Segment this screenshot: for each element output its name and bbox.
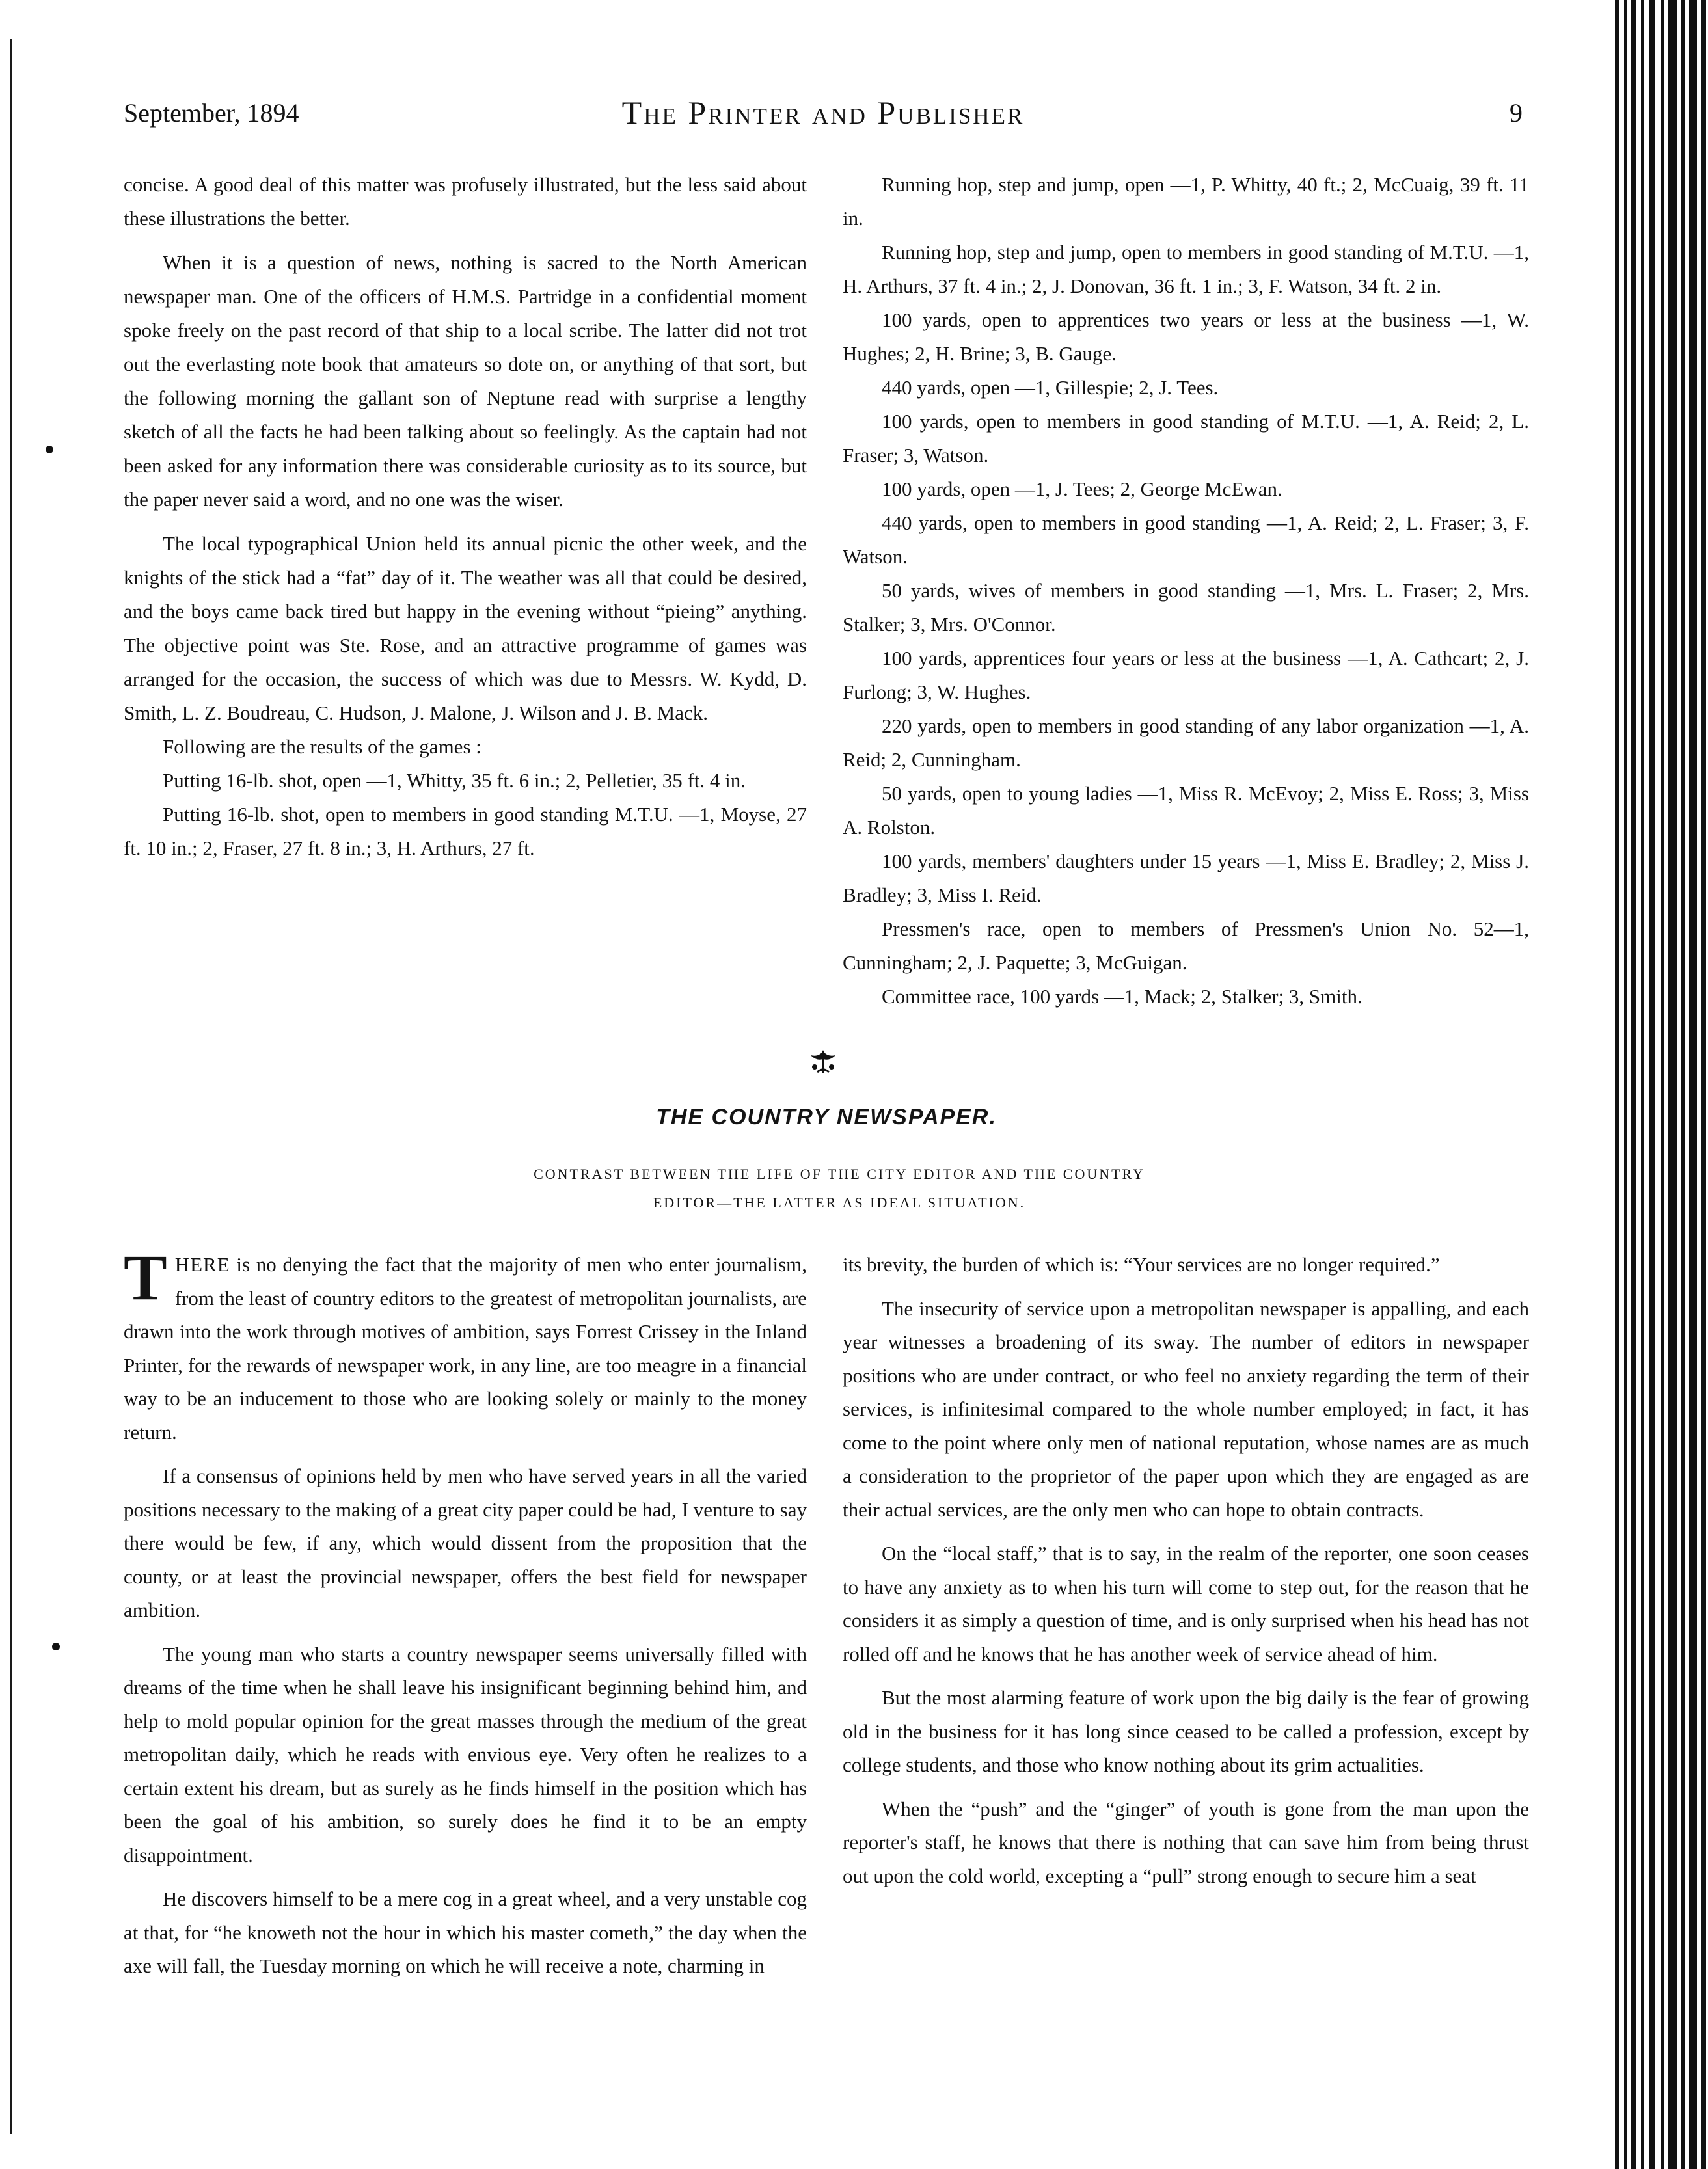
publication-title: The Printer and Publisher bbox=[621, 94, 1025, 131]
paragraph: On the “local staff,” that is to say, in the realm of the reporter, one soon ceases to have any anxiety as to when his turn will come to step out, for the reason that he considers it as simply a question of time, and is only surprised when his head has not rolled off and he knows that he has another week of service ahead of him. bbox=[843, 1542, 1529, 1665]
result-entry: 100 yards, apprentices four years or less at the business —1, A. Cathcart; 2, J. Furlong; 3, W. Hughes. bbox=[843, 647, 1529, 703]
result-entry: 100 yards, open —1, J. Tees; 2, George McEwan. bbox=[882, 478, 1282, 500]
lead-text: is no denying the fact that the majority of men who enter journalism, from the least of country editors to the greatest of metropolitan journalists, are drawn into the work through motives of ambition, says Forrest Crissey in the Inland Printer, for the rewards of newspaper work, in any line, are too meagre in a financial way to be an inducement to those who are looking solely or mainly to the money return. bbox=[124, 1253, 807, 1444]
result-entry: 100 yards, open to apprentices two years or less at the business —1, W. Hughes; 2, H. Brine; 3, B. Gauge. bbox=[843, 308, 1529, 365]
binding-edge bbox=[1614, 0, 1708, 2169]
paragraph: The local typographical Union held its annual picnic the other week, and the knights of the stick had a “fat” day of it. The weather was all that could be desired, and the boys came back tired but happy in the evening without “pieing” anything. The objective point was Ste. Rose, and an attractive programme of games was arranged for the occasion, the success of which was due to Messrs. W. Kydd, D. Smith, L. Z. Boudreau, C. Hudson, J. Malone, J. Wilson and J. B. Mack. bbox=[124, 532, 807, 724]
fleuron-ornament-icon bbox=[807, 1047, 839, 1077]
paragraph: He discovers himself to be a mere cog in a great wheel, and a very unstable cog at that, for “he knoweth not the hour in which his master cometh,” the day when the axe will fall, the Tuesday morning on which he will receive a note, charming in bbox=[124, 1887, 807, 1977]
result-entry: 440 yards, open to members in good standing —1, A. Reid; 2, L. Fraser; 3, F. Watson. bbox=[843, 511, 1529, 568]
paragraph: its brevity, the burden of which is: “Your services are no longer required.” bbox=[843, 1253, 1440, 1276]
ink-speck bbox=[46, 446, 53, 453]
result-entry: 100 yards, members' daughters under 15 years —1, Miss E. Bradley; 2, Miss J. Bradley; 3, Miss I. Reid. bbox=[843, 850, 1529, 906]
result-entry: Running hop, step and jump, open to members in good standing of M.T.U. —1, H. Arthurs, 37 ft. 4 in.; 2, J. Donovan, 36 ft. 1 in.; 3, F. Watson, 34 ft. 2 in. bbox=[843, 241, 1529, 297]
paragraph: But the most alarming feature of work upon the big daily is the fear of growing old in the business for it has long since ceased to be called a profession, except by college students, and those who know nothing about its grim actualities. bbox=[843, 1686, 1529, 1776]
paragraph: Following are the results of the games : bbox=[163, 735, 481, 758]
paragraph: When it is a question of news, nothing is sacred to the North American newspaper man. One of the officers of H.M.S. Partridge in a confidential moment spoke freely on the past record of that ship to a local scribe. The latter did not trot out the everlasting note book that amateurs so dote on, or anything of that sort, but the following morning the gallant son of Neptune read with surprise a lengthy sketch of all the facts he had been talking about so feelingly. As the captain had not been asked for any information there was considerable curiosity as to its source, but the paper never said a word, and no one was the wiser. bbox=[124, 251, 807, 511]
article-right-column bbox=[843, 1248, 1529, 1903]
result-entry: 50 yards, wives of members in good standing —1, Mrs. L. Fraser; 2, Mrs. Stalker; 3, Mrs. O'Connor. bbox=[843, 579, 1529, 636]
article-subhead bbox=[455, 1160, 1223, 1217]
page-number: 9 bbox=[1510, 98, 1523, 128]
subhead-line: EDITOR—THE LATTER AS IDEAL SITUATION. bbox=[653, 1194, 1026, 1211]
paragraph: The young man who starts a country newspaper seems universally filled with dreams of the time when he shall leave his insignificant beginning behind him, and help to mold popular opinion for the great masses through the medium of the great metropolitan daily, which he reads with envious eye. Very often he realizes to a certain extent his dream, but as surely as he finds himself in the position which has been the goal of his ambition, so surely does he find it to be an empty disappointment. bbox=[124, 1642, 807, 1866]
paragraph: concise. A good deal of this matter was profusely illustrated, but the less said about these illustrations the better. bbox=[124, 173, 807, 230]
lead-paragraph bbox=[124, 1241, 807, 1449]
article-left-column bbox=[124, 1241, 807, 1993]
result-entry: Putting 16-lb. shot, open —1, Whitty, 35 ft. 6 in.; 2, Pelletier, 35 ft. 4 in. bbox=[163, 769, 746, 792]
result-entry: Pressmen's race, open to members of Pressmen's Union No. 52—1, Cunningham; 2, J. Paquette; 3, McGuigan. bbox=[843, 917, 1529, 974]
issue-date: September, 1894 bbox=[124, 98, 299, 128]
lead-word: HERE bbox=[174, 1253, 230, 1276]
subhead-line: CONTRAST BETWEEN THE LIFE OF THE CITY EDITOR AND THE COUNTRY bbox=[534, 1166, 1145, 1182]
result-entry: 50 yards, open to young ladies —1, Miss R. McEvoy; 2, Miss E. Ross; 3, Miss A. Rolston. bbox=[843, 782, 1529, 839]
result-entry: 440 yards, open —1, Gillespie; 2, J. Tees. bbox=[882, 376, 1219, 399]
drop-cap: T bbox=[124, 1241, 167, 1314]
result-entry: 100 yards, open to members in good standing of M.T.U. —1, A. Reid; 2, L. Fraser; 3, Watson. bbox=[843, 410, 1529, 466]
page-header bbox=[124, 94, 1523, 137]
paragraph: When the “push” and the “ginger” of youth is gone from the man upon the reporter's staff, he knows that there is nothing that can save him from being thrust out upon the cold world, excepting a “pull” strong enough to secure him a seat bbox=[843, 1797, 1529, 1887]
result-entry: Committee race, 100 yards —1, Mack; 2, Stalker; 3, Smith. bbox=[882, 985, 1362, 1008]
result-entry: Putting 16-lb. shot, open to members in good standing M.T.U. —1, Moyse, 27 ft. 10 in.; 2, Fraser, 27 ft. 8 in.; 3, H. Arthurs, 27 ft. bbox=[124, 803, 807, 859]
upper-left-column bbox=[124, 168, 807, 865]
paragraph: If a consensus of opinions held by men who have served years in all the varied positions necessary to the making of a great city paper could be had, I venture to say there would be few, if any, which would dissent from the proposition that the county, or at least the provincial newspaper, offers the best field for newspaper ambition. bbox=[124, 1464, 807, 1621]
ink-speck bbox=[52, 1643, 60, 1650]
paragraph: The insecurity of service upon a metropolitan newspaper is appalling, and each year witnesses a broadening of its sway. The number of editors in newspaper positions who are under contract, or who feel no anxiety regarding the term of their services, is infinitesimal compared to the whole number employed; in fact, it has come to the point where only men of national reputation, whose names are as much a consideration to the proprietor of the paper upon which they are engaged as are their actual services, are the only men who can hope to obtain contracts. bbox=[843, 1297, 1529, 1521]
scan-border-left bbox=[10, 39, 12, 2134]
upper-right-column bbox=[843, 168, 1529, 1014]
result-entry: 220 yards, open to members in good standing of any labor organization —1, A. Reid; 2, Cunningham. bbox=[843, 714, 1529, 771]
result-entry: Running hop, step and jump, open —1, P. Whitty, 40 ft.; 2, McCuaig, 39 ft. 11 in. bbox=[843, 173, 1529, 230]
article-title: THE COUNTRY NEWSPAPER. bbox=[656, 1105, 997, 1129]
